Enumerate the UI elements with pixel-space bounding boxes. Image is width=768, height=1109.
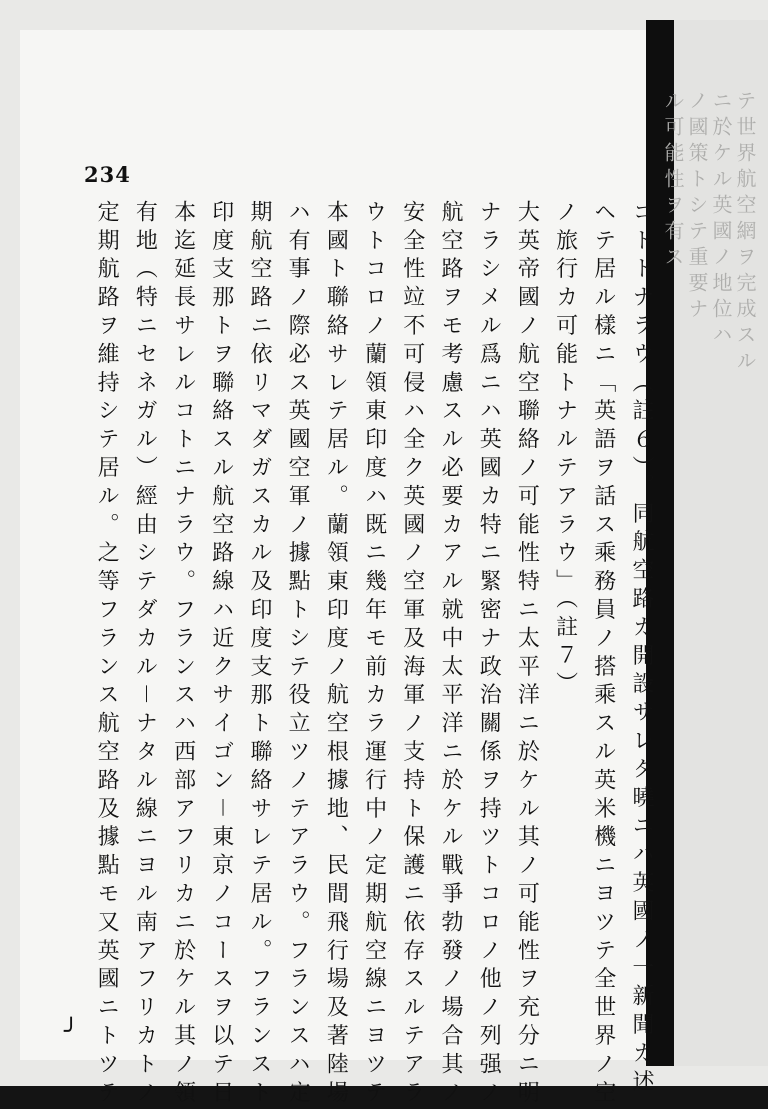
facing-page-edge [661,20,768,1066]
text-column: 有地（特ニセネガル）經由シテダカル－ナタル線ニヨル南アフリカトノ [132,200,158,1109]
text-column: 安全性竝不可侵ハ全ク英國ノ空軍及海軍ノ支持ト保護ニ依存スルテアラ [399,200,425,1109]
facing-page-ghost-line: ル可能性ヲ有ス [661,90,685,272]
text-column: 本迄延長サレルコトニナラウ。フランスハ西部アフリカニ於ケル其ノ領 [170,200,196,1109]
text-column: 印度支那トヲ聯絡スル航空路線ハ近クサイゴン－東京ノコースヲ以テ日 [208,200,234,1109]
text-column: ナラシメル爲ニハ英國カ特ニ緊密ナ政治關係ヲ持ツトコロノ他ノ列强ノ [476,200,502,1109]
text-column: ウトコロノ蘭領東印度ハ既ニ幾年モ前カラ運行中ノ定期航空線ニヨツテ [361,200,387,1109]
vertical-text-body [87,200,660,1109]
text-column: 航空路ヲモ考慮スル必要カアル就中太平洋ニ於ケル戰爭勃發ノ場合其ノ [437,200,463,1109]
facing-page-ghost-line: ノ國策トシテ重要ナ [685,90,709,324]
text-column: コトトナラウ（註６）。同航空路カ開設サレタ曉ニハ英國ノ一新聞カ述 [629,200,654,1098]
text-column: 期航空路ニ依リマダガスカル及印度支那ト聯絡サレテ居ル。フランスト [246,200,272,1109]
facing-page-ghost-line: ニ於ケル英國ノ地位ハ [709,90,733,350]
text-column: ヘテ居ル樣ニ「英語ヲ話ス乘務員ノ搭乘スル英米機ニヨツテ全世界ノ空 [590,200,616,1109]
page-number: 234 [84,162,131,187]
text-column: 大英帝國ノ航空聯絡ノ可能性特ニ太平洋ニ於ケル其ノ可能性ヲ充分ニ明 [514,200,540,1109]
text-column: 本國ト聯絡サレテ居ル。蘭領東印度ノ航空根據地、民間飛行場及著陸場 [323,200,349,1109]
text-column: ハ有事ノ際必ス英國空軍ノ據點トシテ役立ツノテアラウ。フランスハ定 [285,200,311,1109]
text-column: 定期航路ヲ維持シテ居ル。之等フランス航空路及據點モ又英國ニトツテ [94,200,120,1109]
text-column: ノ旅行カ可能トナルテアラウ」（註７） [552,200,578,701]
facing-page-ghost-line: テ世界航空網ヲ完成スル [733,90,757,376]
ink-mark: ╯ [64,1016,79,1045]
